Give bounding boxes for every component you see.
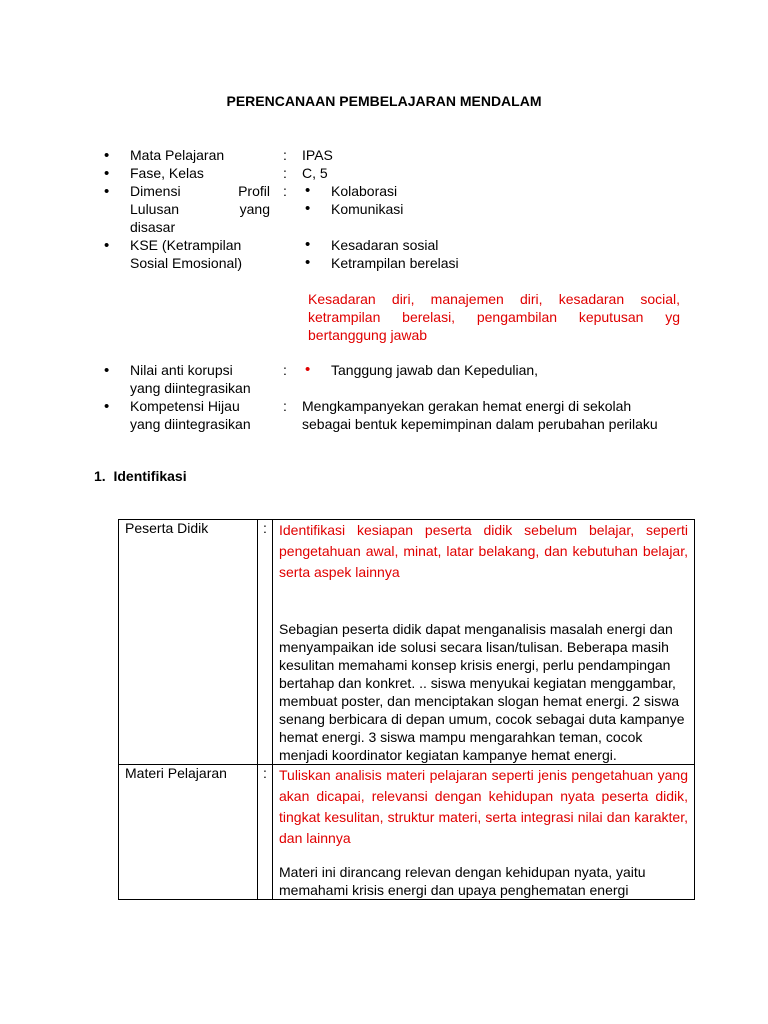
meta-value-list	[302, 182, 682, 218]
meta-value: C, 5	[302, 165, 328, 181]
meta-colon: :	[283, 165, 287, 181]
list-item: • Ketrampilan berelasi	[302, 254, 682, 272]
bullet-icon	[104, 164, 116, 183]
meta-label	[130, 361, 270, 397]
label-line: Nilai anti korupsi	[130, 362, 233, 378]
page-title: PERENCANAAN PEMBELAJARAN MENDALAM	[226, 93, 542, 109]
list-item: • Tanggung jawab dan Kepedulian,	[302, 361, 682, 379]
row-colon: :	[258, 520, 273, 765]
section-heading	[94, 468, 187, 484]
row-body-text: Sebagian peserta didik dapat menganalisis masalah energi dan menyampaikan ide solusi secara lisan/tulisan. Beberapa masih kesulitan memahami konsep krisis energi, perlu pendampingan bertahap dan konkret. .. siswa menyukai kegiatan menggambar, membuat poster, dan menciptakan slogan hemat energi. 2 siswa senang berbicara di depan umum, cocok sebagai duta kampanye hemat energi. 3 siswa mampu mengarahkan teman, cocok menjadi koordinator kegiatan kampanye hemat energi.	[279, 621, 685, 763]
meta-label: Mata Pelajaran	[130, 147, 225, 163]
meta-colon: :	[283, 362, 287, 378]
bullet-icon	[104, 236, 116, 255]
section-title: Identifikasi	[113, 468, 187, 484]
list-item: • Kesadaran sosial	[302, 236, 682, 254]
meta-value: Mengkampanyekan gerakan hemat energi di sekolah sebagai bentuk kepemimpinan dalam perubahan perilaku	[302, 398, 658, 432]
table-row	[119, 520, 695, 765]
row-instruction: Identifikasi kesiapan peserta didik sebelum belajar, seperti pengetahuan awal, minat, latar belakang, dan kebutuhan belajar, serta aspek lainnya	[279, 522, 688, 580]
label-line: yang diintegrasikan	[130, 416, 251, 432]
identifikasi-table	[118, 519, 695, 900]
meta-colon: :	[283, 147, 287, 163]
label-line: Lulusan yang	[130, 201, 270, 217]
bullet-icon	[104, 397, 116, 416]
meta-label	[130, 236, 270, 272]
bullet-icon	[104, 182, 116, 201]
row-label: Materi Pelajaran	[119, 765, 258, 900]
label-line: yang diintegrasikan	[130, 380, 251, 396]
meta-value-list	[302, 236, 682, 272]
section-number: 1.	[94, 468, 106, 484]
bullet-icon	[104, 361, 116, 380]
label-line: KSE (Ketrampilan	[130, 237, 242, 253]
row-body-text: Materi ini dirancang relevan dengan kehidupan nyata, yaitu memahami krisis energi dan upaya penghematan energi	[279, 864, 646, 898]
row-content	[273, 520, 695, 765]
list-item: • Kolaborasi	[302, 182, 682, 200]
kse-note: Kesadaran diri, manajemen diri, kesadaran social, ketrampilan berelasi, pengambilan keputusan yg bertanggung jawab	[308, 291, 680, 343]
meta-label: Fase, Kelas	[130, 165, 204, 181]
meta-colon: :	[283, 183, 287, 199]
meta-value-list	[302, 361, 682, 379]
row-colon: :	[258, 765, 273, 900]
row-instruction: Tuliskan analisis materi pelajaran seperti jenis pengetahuan yang akan dicapai, relevansi dengan kehidupan nyata peserta didik, tingkat kesulitan, struktur materi, serta integrasi nilai dan karakter, dan lainnya	[279, 767, 688, 846]
meta-label	[130, 397, 270, 433]
label-line: Kompetensi Hijau	[130, 398, 240, 414]
meta-value: IPAS	[302, 147, 333, 163]
row-content	[273, 765, 695, 900]
list-item: • Komunikasi	[302, 200, 682, 218]
label-line: disasar	[130, 219, 176, 235]
label-line: Dimensi Profil	[130, 183, 270, 199]
bullet-icon	[104, 146, 116, 165]
meta-colon: :	[283, 398, 287, 414]
label-line: Sosial Emosional)	[130, 255, 243, 271]
meta-label	[130, 182, 270, 236]
table-row	[119, 765, 695, 900]
row-label: Peserta Didik	[119, 520, 258, 765]
